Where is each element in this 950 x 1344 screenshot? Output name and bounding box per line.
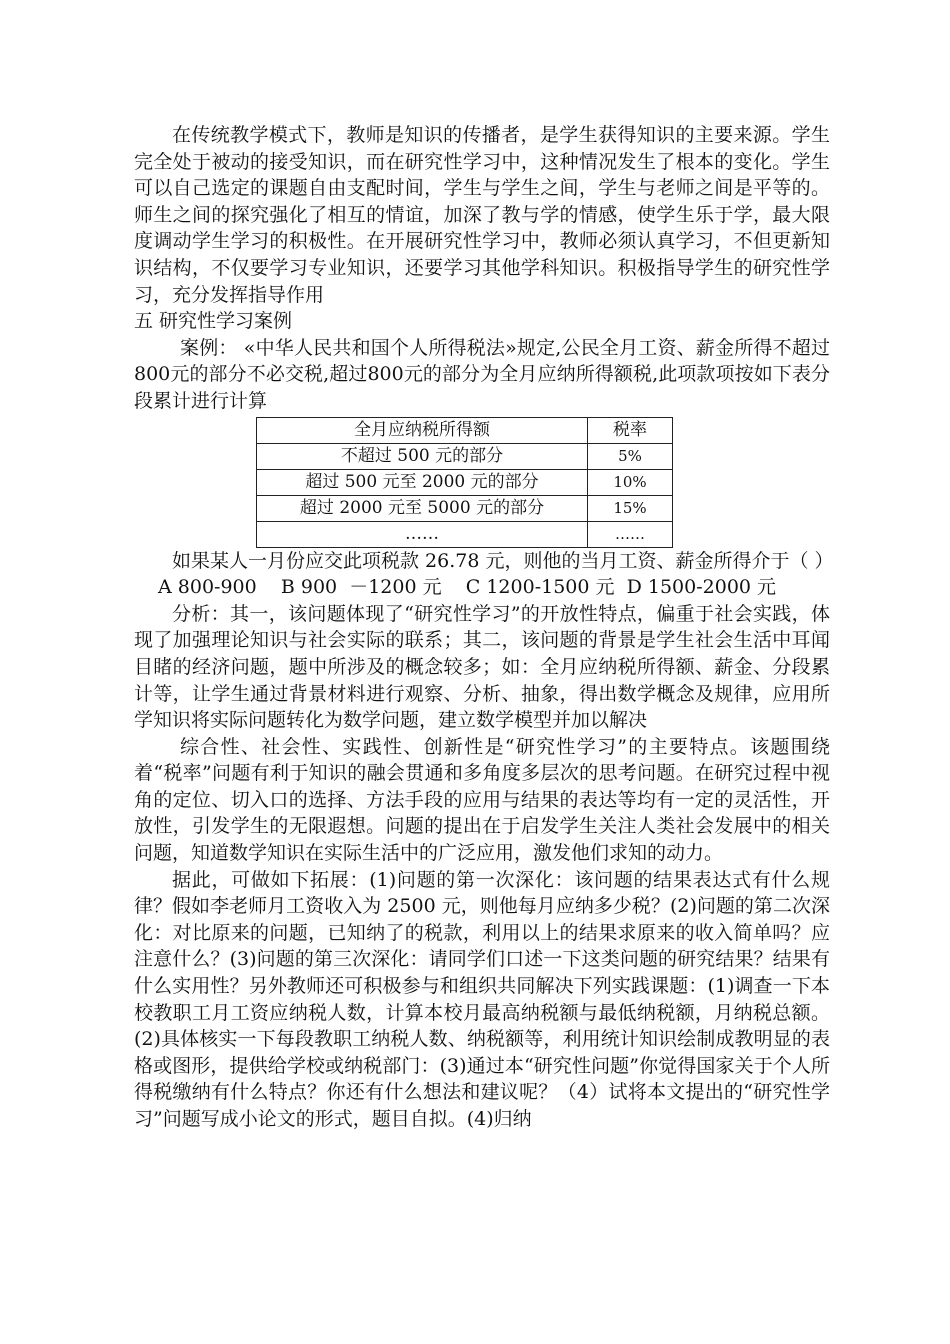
table-cell: …… <box>588 521 673 547</box>
section-heading: 五 研究性学习案例 <box>134 310 293 333</box>
table-cell: …… <box>257 521 588 547</box>
table-cell: 5% <box>588 443 673 469</box>
table-header-cell: 税率 <box>588 417 673 443</box>
answer-options: A 800-900 B 900 －1200 元 C 1200-1500 元 D 1500-2000 元 <box>158 576 777 599</box>
table-row <box>257 521 673 547</box>
document-page <box>134 122 834 1133</box>
table-cell: 10% <box>588 469 673 495</box>
paragraph-characteristics: 综合性、社会性、实践性、创新性是“研究性学习”的主要特点。该题围绕着“税率”问题有利于知识的融会贯通和多角度多层次的思考问题。在研究过程中视角的定位、切入口的选择、方法手段的应用与结果的表达等均有一定的灵活性，开放性，引发学生的无限遐想。问题的提出在于启发学生关注人类社会发展中的相关问题，知道数学知识在实际生活中的广泛应用，激发他们求知的动力。 <box>134 735 830 865</box>
table-header-row <box>257 417 673 443</box>
table-cell: 15% <box>588 495 673 521</box>
table-row <box>257 443 673 469</box>
paragraph-analysis: 分析：其一，该问题体现了“研究性学习”的开放性特点，偏重于社会实践，体现了加强理论知识与社会实际的联系；其二，该问题的背景是学生社会生活中耳闻目睹的经济问题，题中所涉及的概念较多；如：全月应纳税所得额、薪金、分段累计等，让学生通过背景材料进行观察、分析、抽象，得出数学概念及规律，应用所学知识将实际问题转化为数学问题，建立数学模型并加以解决 <box>134 602 830 732</box>
paragraph-teaching-mode: 在传统教学模式下，教师是知识的传播者，是学生获得知识的主要来源。学生完全处于被动的接受知识，而在研究性学习中，这种情况发生了根本的变化。学生可以自己选定的课题自由支配时间，学生与学生之间，学生与老师之间是平等的。师生之间的探究强化了相互的情谊，加深了教与学的情感，使学生乐于学，最大限度调动学生学习的积极性。在开展研究性学习中，教师必须认真学习，不但更新知识结构，不仅要学习专业知识，还要学习其他学科知识。积极指导学生的研究性学习，充分发挥指导作用 <box>134 124 830 306</box>
table-row <box>257 495 673 521</box>
paragraph-question: 如果某人一月份应交此项税款 26.78 元，则他的当月工资、薪金所得介于（ ） <box>172 549 834 572</box>
table-cell: 不超过 500 元的部分 <box>257 443 588 469</box>
paragraph-extension: 据此，可做如下拓展：(1)问题的第一次深化：该问题的结果表达式有什么规律？假如李老师月工资收入为 2500 元，则他每月应纳多少税？(2)问题的第二次深化：对比原来的问题，已知纳了的税款，利用以上的结果求原来的收入简单吗？应注意什么？(3)问题的第三次深化：请同学们口述一下这类问题的研究结果？结果有什么实用性？另外教师还可积极参与和组织共同解决下列实践课题：(1)调查一下本校教职工月工资应纳税人数，计算本校月最高纳税额与最低纳税额，月纳税总额。(2)具体核实一下每段教职工纳税人数、纳税额等，利用统计知识绘制成教明显的表格或图形，提供给学校或纳税部门：(3)通过本“研究性问题”你觉得国家关于个人所得税缴纳有什么特点？你还有什么想法和建议呢？（4）试将本文提出的“研究性学习”问题写成小论文的形式，题目自拟。(4)归纳 <box>134 868 830 1130</box>
tax-rate-table <box>256 417 673 548</box>
table-cell: 超过 2000 元至 5000 元的部分 <box>257 495 588 521</box>
paragraph-case-intro: 案例： «中华人民共和国个人所得税法»规定,公民全月工资、薪金所得不超过800元的部分不必交税,超过800元的部分为全月应纳所得额税,此项款项按如下表分段累计进行计算 <box>134 336 830 412</box>
table-row <box>257 469 673 495</box>
table-cell: 超过 500 元至 2000 元的部分 <box>257 469 588 495</box>
table-header-cell: 全月应纳税所得额 <box>257 417 588 443</box>
